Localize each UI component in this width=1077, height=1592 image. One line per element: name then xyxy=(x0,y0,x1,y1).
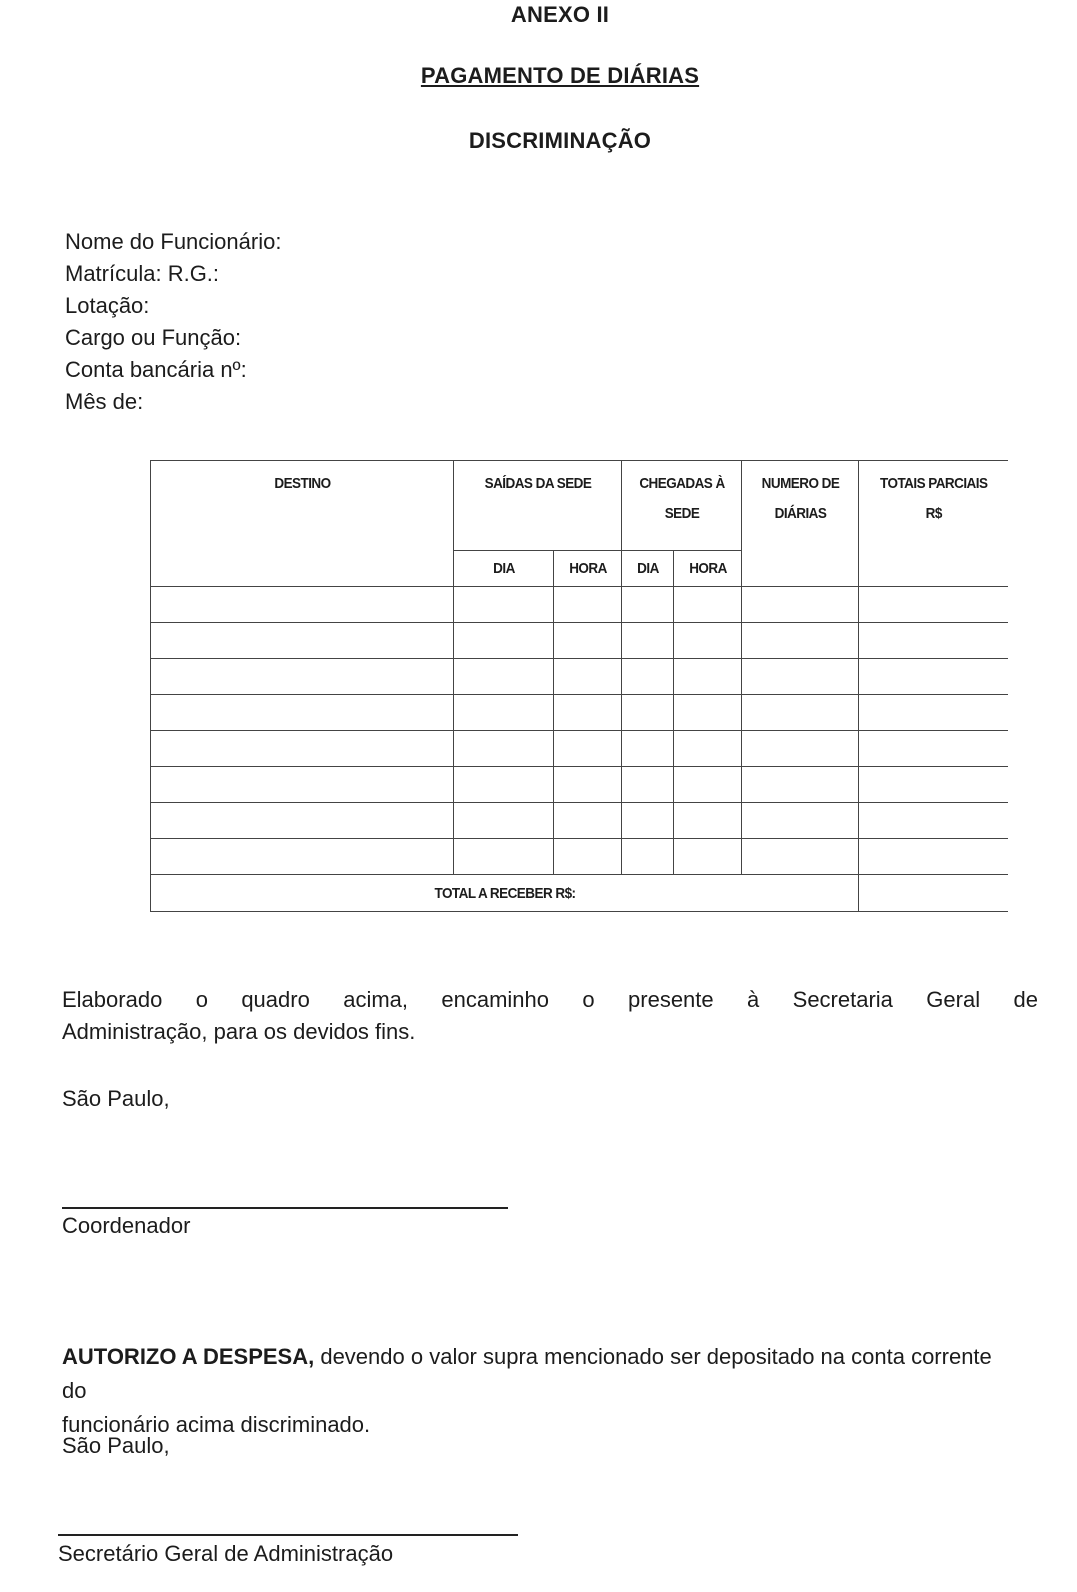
forwarding-word: quadro xyxy=(241,987,310,1012)
header-arrival-day: DIA xyxy=(624,551,671,587)
forwarding-word: acima, xyxy=(343,987,408,1012)
table-row xyxy=(151,695,1008,731)
forwarding-paragraph xyxy=(62,984,1038,1048)
total-row xyxy=(151,875,1008,912)
field-month: Mês de: xyxy=(65,389,144,414)
employee-fields xyxy=(65,226,281,418)
authorization-bold: AUTORIZO A DESPESA, xyxy=(62,1344,315,1369)
header-arrivals: CHEGADAS À SEDE xyxy=(628,461,736,551)
forwarding-word: o xyxy=(195,987,208,1012)
table-row xyxy=(151,803,1008,839)
table-row xyxy=(151,659,1008,695)
total-value-cell xyxy=(866,875,1000,912)
forwarding-word: presente xyxy=(628,987,714,1012)
header-departure-day: DIA xyxy=(459,551,549,587)
forwarding-word: Geral xyxy=(926,987,981,1012)
field-position: Cargo ou Função: xyxy=(65,325,242,350)
document-subtitle: DISCRIMINAÇÃO xyxy=(468,128,652,153)
forwarding-line-2: Administração, para os devidos fins. xyxy=(62,1019,416,1044)
header-partial-totals: TOTAIS PARCIAIS R$ xyxy=(866,461,1000,587)
signature-line-coordinator xyxy=(62,1207,508,1209)
table-row xyxy=(151,731,1008,767)
field-department: Lotação: xyxy=(65,293,150,318)
forwarding-line-1 xyxy=(62,984,1038,1016)
signer-coordinator: Coordenador xyxy=(62,1213,191,1238)
field-bank-account: Conta bancária nº: xyxy=(65,357,247,382)
forwarding-word: encaminho xyxy=(441,987,550,1012)
annex-heading: ANEXO II xyxy=(510,2,610,27)
signature-line-secretary xyxy=(58,1534,518,1536)
forwarding-word: de xyxy=(1013,987,1038,1012)
total-label: TOTAL A RECEBER R$: xyxy=(186,875,823,912)
forwarding-word: Elaborado xyxy=(62,987,163,1012)
authorization-text: devendo o valor supra mencionado ser depositado na conta corrente do xyxy=(62,1344,992,1403)
place-date-1: São Paulo, xyxy=(62,1086,170,1111)
table-row xyxy=(151,587,1008,623)
header-number-of-days: NUMERO DE DIÁRIAS xyxy=(747,461,852,587)
field-employee-name: Nome do Funcionário: xyxy=(65,229,282,254)
authorization-line-2: funcionário acima discriminado. xyxy=(62,1412,371,1437)
header-departures: SAÍDAS DA SEDE xyxy=(462,461,613,551)
forwarding-word: o xyxy=(582,987,595,1012)
field-registration: Matrícula: R.G.: xyxy=(65,261,220,286)
table-row xyxy=(151,767,1008,803)
place-date-2: São Paulo, xyxy=(62,1433,170,1458)
per-diem-table xyxy=(150,460,1008,912)
forwarding-word: Secretaria xyxy=(792,987,893,1012)
authorization-paragraph xyxy=(62,1340,1022,1442)
header-destination: DESTINO xyxy=(166,461,439,587)
authorization-line-1 xyxy=(62,1340,1022,1408)
table-row xyxy=(151,623,1008,659)
document-title: PAGAMENTO DE DIÁRIAS xyxy=(420,63,700,88)
header-arrival-hour: HORA xyxy=(677,551,738,587)
header-departure-hour: HORA xyxy=(557,551,618,587)
forwarding-word: à xyxy=(747,987,760,1012)
signer-secretary: Secretário Geral de Administração xyxy=(58,1541,394,1566)
discrimination-grid xyxy=(150,460,1008,912)
table-row xyxy=(151,839,1008,875)
